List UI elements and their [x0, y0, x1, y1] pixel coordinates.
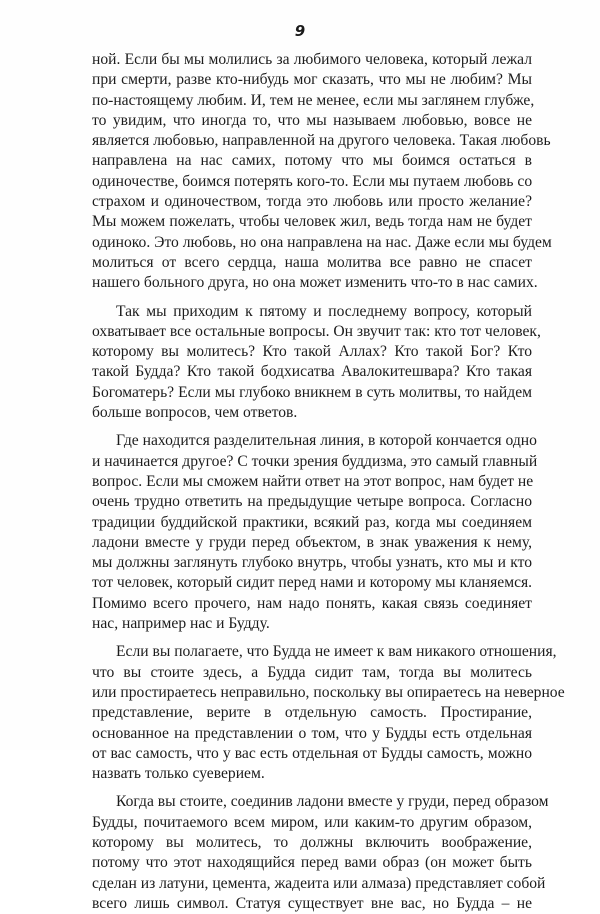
text-line: Где находится разделительная линия, в которой кончается одно — [116, 432, 537, 450]
text-line: одиноко. Это любовь, но она направлена на нас. Даже если мы будем — [92, 233, 552, 251]
text-line: Богоматерь? Если мы глубоко вникнем в суть молитвы, то найдем — [92, 383, 532, 401]
text-line: что вы стоите здесь, а Будда сидит там, тогда вы молитесь — [92, 663, 532, 681]
paragraph — [92, 792, 549, 914]
text-line: нас, например нас и Будду. — [92, 615, 270, 633]
text-line: то увидим, что иногда то, что мы называем любовью, вовсе не — [92, 111, 532, 129]
text-line: такой Будда? Кто такой бодхисатва Авалокитешвара? Кто такая — [92, 363, 532, 381]
text-line: является любовью, направленной на другого человека. Такая любовь — [92, 132, 551, 150]
text-line: Когда вы стоите, соединив ладони вместе у груди, перед образом — [116, 793, 549, 811]
text-line: назвать только суеверием. — [92, 765, 265, 783]
text-line: направлена на нас самих, потому что мы боимся остаться в — [92, 152, 532, 170]
text-line: всего лишь символ. Статуя существует вне вас, но Будда – не — [92, 894, 532, 912]
paragraph — [92, 302, 541, 424]
text-line: одиночестве, боимся потерять кого-то. Если мы путаем любовь со — [92, 172, 533, 190]
text-line: ладони вместе у груди перед объектом, в знак уважения к нему, — [92, 533, 532, 551]
text-line: охватывает все остальные вопросы. Он звучит так: кто тот человек, — [92, 322, 541, 340]
text-line: или простираетесь неправильно, поскольку вы опираетесь на неверное — [92, 683, 565, 701]
text-line: Так мы приходим к пятому и последнему вопросу, который — [116, 302, 532, 320]
text-line: очень трудно ответить на предыдущие четыре вопроса. Согласно — [92, 493, 532, 511]
text-line: сделан из латуни, цемента, жадеита или алмаза) представляет собой — [92, 874, 546, 892]
page-number: 9 — [294, 22, 306, 40]
text-line: и начинается другое? С точки зрения буддизма, это самый главный — [92, 452, 538, 470]
text-line: мы должны заглянуть глубоко внутрь, чтобы узнать, кто мы и кто — [92, 554, 532, 572]
text-line: Мы можем пожелать, чтобы человек жил, ведь тогда нам не будет — [92, 213, 532, 231]
text-line: представление, верите в отдельную самость. Простирание, — [92, 704, 532, 722]
text-line: страхом и одиночеством, тогда это любовь или просто желание? — [92, 193, 532, 211]
text-line: молиться от всего сердца, наша молитва все равно не спасет — [92, 253, 532, 271]
text-line: ной. Если бы мы молились за любимого человека, который лежал — [92, 51, 532, 68]
paragraph — [92, 642, 565, 784]
paragraph — [92, 431, 538, 634]
text-line: основанное на представлении о том, что у Будды есть отдельная — [92, 724, 532, 742]
body-text — [92, 50, 565, 914]
text-line: вопрос. Если мы сможем найти ответ на этот вопрос, нам будет не — [92, 472, 534, 490]
text-line: больше вопросов, чем ответов. — [92, 404, 298, 422]
text-line: которому вы молитесь? Кто такой Аллах? Кто такой Бог? Кто — [92, 343, 532, 361]
paragraph — [92, 50, 552, 294]
text-line: Будды, почитаемого всем миром, или каким-то другим образом, — [92, 813, 532, 831]
text-line: Если вы полагаете, что Будда не имеет к вам никакого отношения, — [116, 643, 557, 661]
text-line: потому что этот находящийся перед вами образ (он может быть — [92, 854, 532, 872]
text-line: Помимо всего прочего, нам надо понять, какая связь соединяет — [92, 594, 532, 612]
text-line: по-настоящему любим. И, тем не менее, если мы заглянем глубже, — [92, 91, 535, 109]
text-line: от вас самость, что у вас есть отдельная от Будды самость, можно — [92, 744, 532, 762]
text-line: нашего больного друга, но она может изменить что-то в нас самих. — [92, 274, 538, 292]
text-line: тот человек, который сидит перед нами и которому мы кланяемся. — [92, 574, 533, 592]
text-line: при смерти, разве кто-нибудь мог сказать, что мы не любим? Мы — [92, 71, 532, 89]
text-line: традиции буддийской практики, всякий раз, когда мы соединяем — [92, 513, 532, 531]
text-line: которому вы молитесь, то должны включить воображение, — [92, 833, 532, 851]
